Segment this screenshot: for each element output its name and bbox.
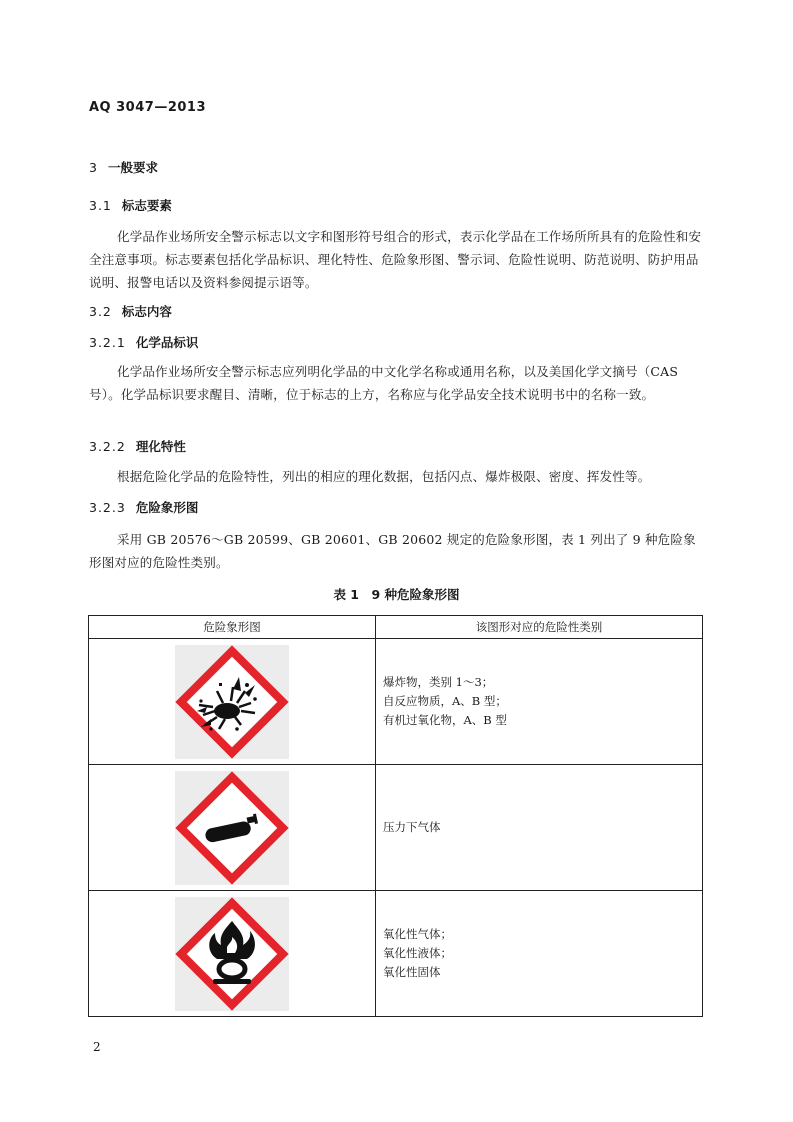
paragraph-3-1: 化学品作业场所安全警示标志以文字和图形符号组合的形式，表示化学品在工作场所所具有的危险性和安全注意事项。标志要素包括化学品标识、理化特性、危险象形图、警示词、危险性说明、防范说明、防护用品说明、报警电话以及资料参阅提示语等。	[89, 229, 702, 290]
category-line: 自反应物质，A、B 型；	[383, 694, 507, 708]
exploding-bomb-icon	[175, 645, 289, 759]
flame-over-circle-icon	[175, 897, 289, 1011]
paragraph-3-2-2: 根据危险化学品的危险特性，列出的相应的理化数据，包括闪点、爆炸极限、密度、挥发性等。	[117, 469, 651, 484]
table-caption: 表 1 9 种危险象形图	[333, 587, 460, 602]
category-line: 有机过氧化物，A、B 型	[383, 713, 507, 727]
category-line: 氧化性气体；	[383, 927, 452, 941]
column-header-category: 该图形对应的危险性类别	[376, 616, 703, 639]
gas-cylinder-icon	[175, 771, 289, 885]
category-line: 氧化性液体；	[383, 946, 452, 960]
section-heading-3-1: 3.1 标志要素	[89, 198, 172, 213]
hazard-pictogram-table	[88, 615, 703, 1017]
table-row	[89, 891, 703, 1017]
column-header-pictogram: 危险象形图	[89, 616, 376, 639]
standard-number: AQ 3047—2013	[89, 100, 207, 115]
table-row	[89, 765, 703, 891]
table-row	[89, 639, 703, 765]
paragraph-3-2-1: 化学品作业场所安全警示标志应列明化学品的中文化学名称或通用名称，以及美国化学文摘号（CAS号）。化学品标识要求醒目、清晰，位于标志的上方，名称应与化学品安全技术说明书中的名称一致。	[89, 364, 679, 402]
section-heading-3-2-2: 3.2.2 理化特性	[89, 439, 186, 454]
section-heading-3: 3 一般要求	[89, 160, 158, 175]
section-heading-3-2: 3.2 标志内容	[89, 304, 172, 319]
category-line: 爆炸物，类别 1～3；	[383, 675, 494, 689]
paragraph-3-2-3: 采用 GB 20576～GB 20599、GB 20601、GB 20602 规定的危险象形图，表 1 列出了 9 种危险象形图对应的危险性类别。	[89, 532, 696, 570]
table-header-row	[89, 616, 703, 639]
page-number: 2	[93, 1040, 101, 1054]
category-line: 压力下气体	[383, 820, 441, 834]
category-line: 氧化性固体	[383, 965, 441, 979]
section-heading-3-2-3: 3.2.3 危险象形图	[89, 500, 199, 515]
section-heading-3-2-1: 3.2.1 化学品标识	[89, 335, 199, 350]
